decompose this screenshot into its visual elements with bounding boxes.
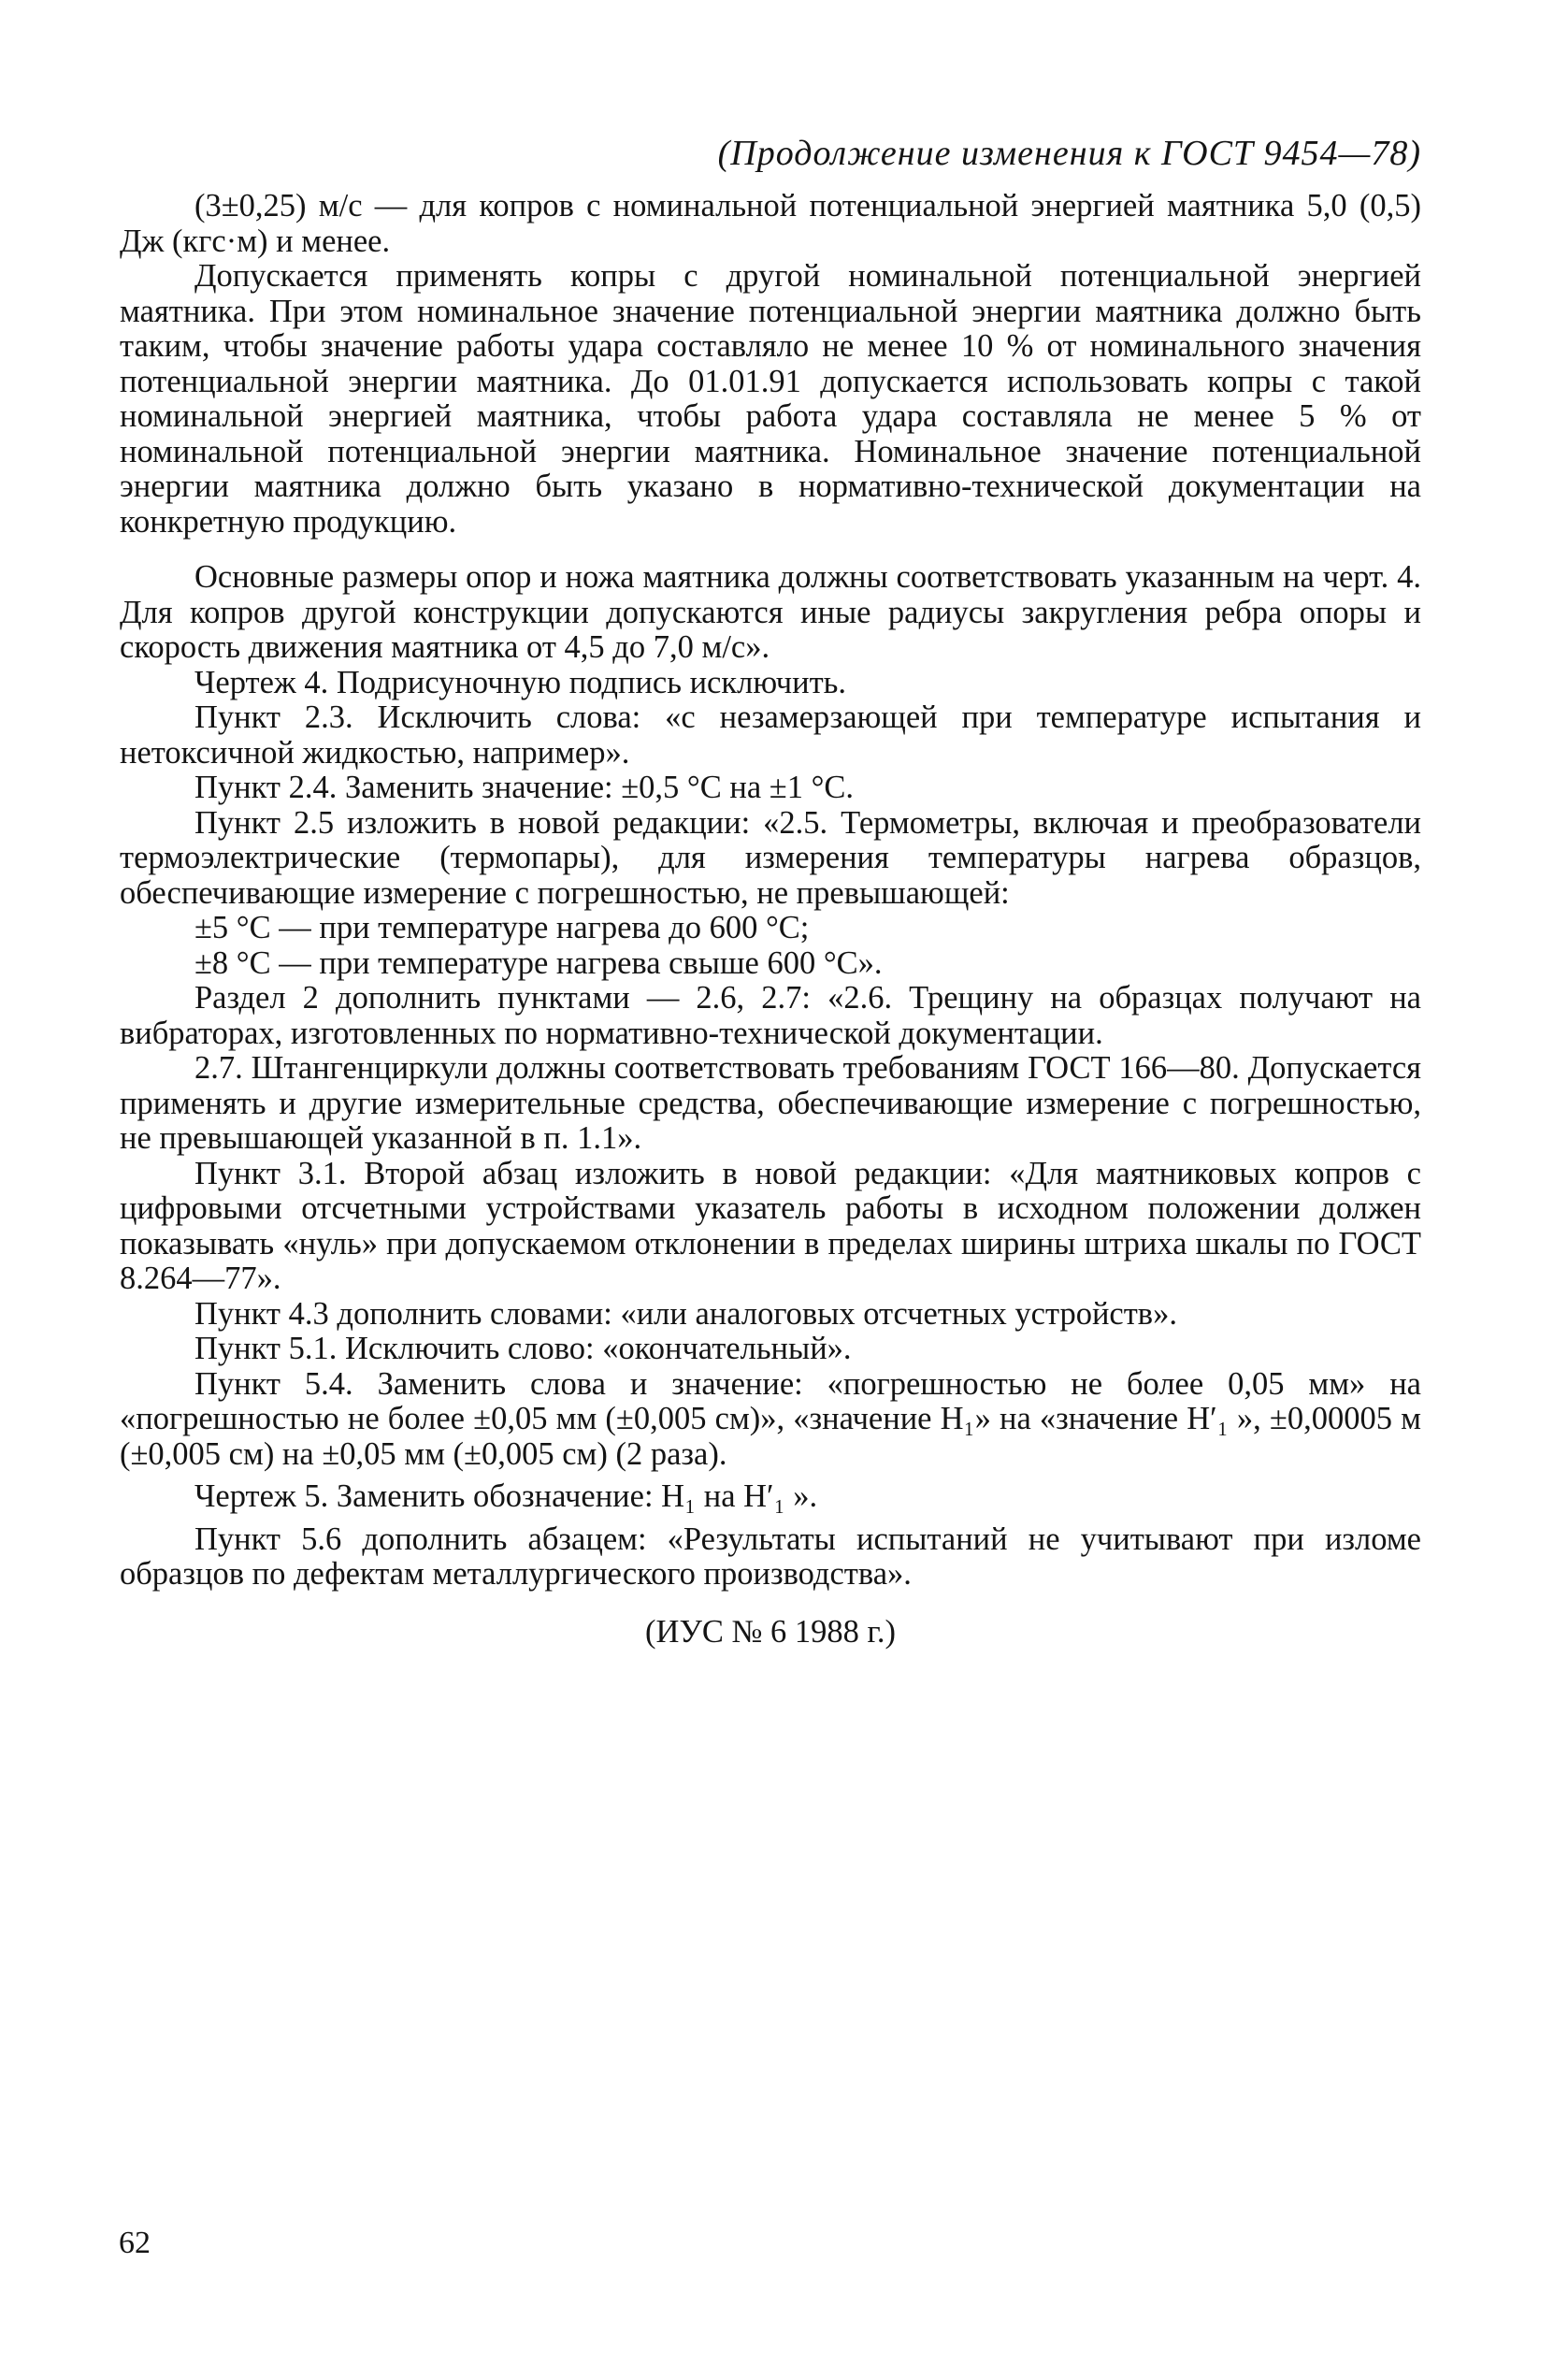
paragraph-9: ±8 °С — при температуре нагрева свыше 600 °С».: [194, 944, 883, 981]
paragraph-3: Основные размеры опор и ножа маятника должны соответствовать указанным на черт. 4. Для копров другой конструкции допускаются иные радиусы закругления ребра опоры и скорость движения маятника от 4,5 до 7,0 м/с».: [120, 559, 1421, 665]
paragraph-5: Пункт 2.3. Исключить слова: «с незамерзающей при температуре испытания и нетоксичной жидкостью, например».: [120, 699, 1421, 771]
paragraph-8: ±5 °С — при температуре нагрева до 600 °С;: [194, 910, 810, 945]
paragraph-12: Пункт 3.1. Второй абзац изложить в новой редакции: «Для маятниковых копров с цифровыми отсчетными устройствами указатель работы в исходном положении должен показывать «нуль» при допускаемом отклонении в пределах ширины штриха шкалы по ГОСТ 8.264—77».: [120, 1155, 1421, 1296]
paragraph-6: Пункт 2.4. Заменить значение: ±0,5 °С на ±1 °С.: [194, 770, 855, 805]
paragraph-14: Пункт 5.1. Исключить слово: «окончательный».: [194, 1331, 852, 1366]
paragraph-2: Допускается применять копры с другой номинальной потенциальной энергией маятника. При этом номинальное значение потенциальной энергии маятника должно быть таким, чтобы значение работы удара составляло не менее 10 % от номинального значения потенциальной энергии маятника. До 01.01.91 допускается использовать копры с такой номинальной энергией маятника, чтобы работа удара составляла не менее 5 % от номинальной потенциальной энергии маятника. Номинальное значение потенциальной энергии маятника должно быть указано в нормативно-технической документации на конкретную продукцию.: [120, 258, 1421, 540]
paragraph-13: Пункт 4.3 дополнить словами: «или аналоговых отсчетных устройств».: [194, 1295, 1177, 1332]
paragraph-10: Раздел 2 дополнить пунктами — 2.6, 2.7: «2.6. Трещину на образцах получают на вибраторах, изготовленных по нормативно-технической документации.: [120, 980, 1421, 1051]
paragraph-17: Пункт 5.6 дополнить абзацем: «Результаты испытаний не учитывают при изломе образцов по дефектам металлургического производства».: [120, 1521, 1421, 1592]
paragraph-16: Чертеж 5. Заменить обозначение: H₁ на H′₁ ».: [194, 1478, 818, 1514]
document-body: [120, 189, 1421, 1650]
paragraph-7: Пункт 2.5 изложить в новой редакции: «2.5. Термометры, включая и преобразователи термоэлектрические (термопары), для измерения температуры нагрева образцов, обеспечивающие измерение с погрешностью, не превышающей:: [120, 804, 1421, 911]
paragraph-1: (3±0,25) м/с — для копров с номинальной потенциальной энергией маятника 5,0 (0,5) Дж (кгс·м) и менее.: [120, 188, 1421, 259]
page-number: 62: [119, 2226, 151, 2260]
page-header: (Продолжение изменения к ГОСТ 9454—78): [717, 134, 1421, 173]
source-reference: (ИУС № 6 1988 г.): [645, 1613, 896, 1650]
paragraph-4: Чертеж 4. Подрисуночную подпись исключить.: [194, 664, 847, 700]
paragraph-11: 2.7. Штангенциркули должны соответствовать требованиям ГОСТ 166—80. Допускается применять и другие измерительные средства, обеспечивающие измерение с погрешностью, не превышающей указанной в п. 1.1».: [120, 1050, 1421, 1156]
paragraph-15: Пункт 5.4. Заменить слова и значение: «погрешностью не более 0,05 мм» на «погрешностью не более ±0,05 мм (±0,005 см)», «значение H₁» на «значение H′₁ », ±0,00005 м (±0,005 см) на ±0,05 мм (±0,005 см) (2 раза).: [120, 1365, 1421, 1472]
